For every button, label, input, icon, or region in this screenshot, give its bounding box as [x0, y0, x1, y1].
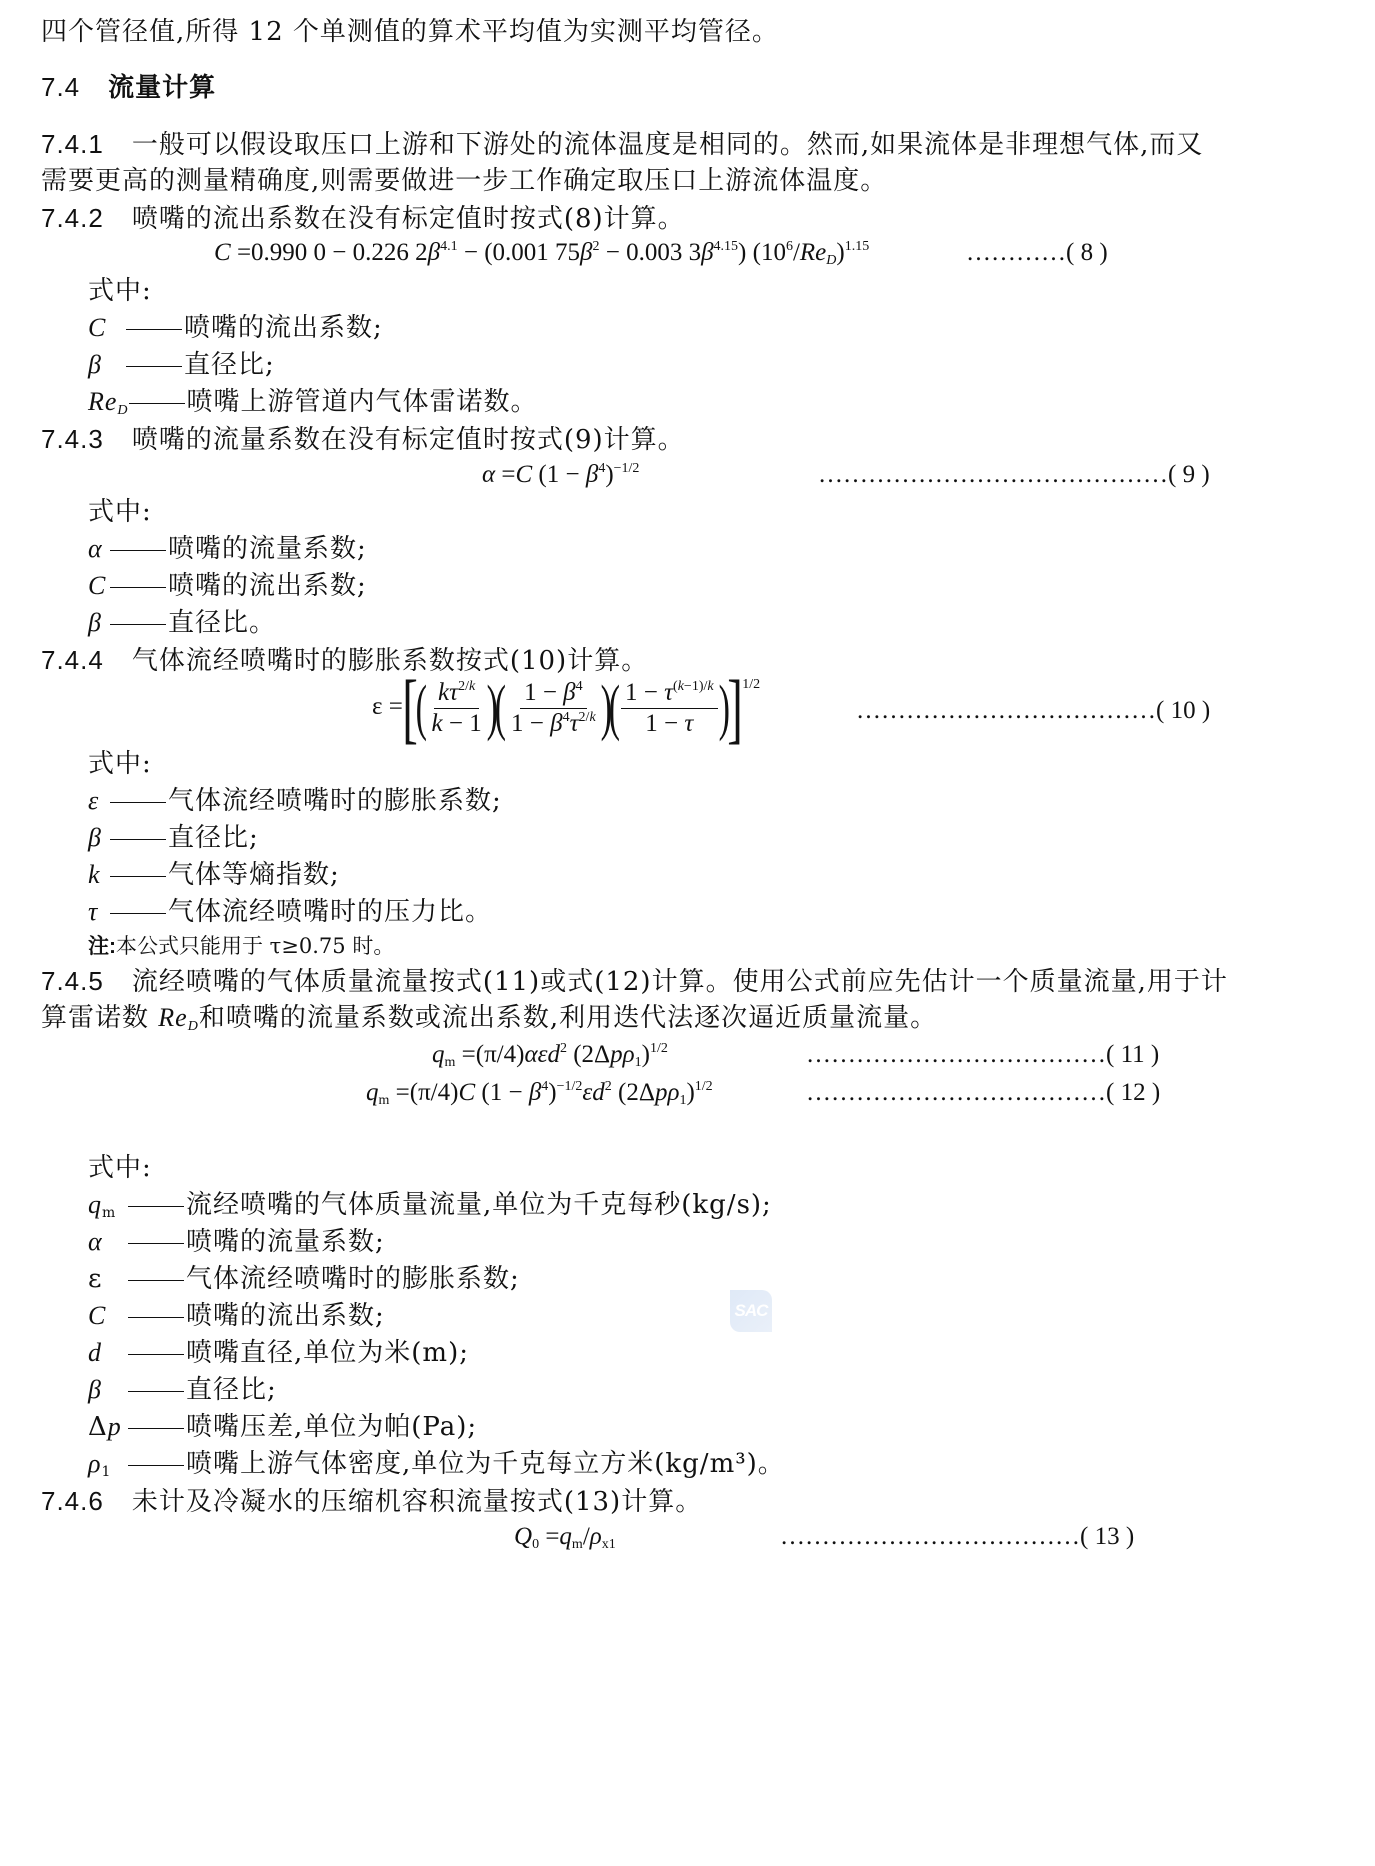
where-item: α 喷嘴的流量系数;	[88, 534, 367, 564]
equation-number-13	[780, 1520, 1134, 1554]
note-label: 注:	[88, 935, 116, 958]
where-item: ε 气体流经喷嘴时的膨胀系数;	[88, 786, 502, 816]
clause-7-4-5-line2: 算雷诺数 $Re_D$和喷嘴的流量系数或流出系数,利用迭代法逐次逼近质量流量。	[41, 1003, 938, 1034]
where-label: 式中:	[88, 1153, 152, 1183]
equation-number-11	[806, 1038, 1159, 1072]
clause-number: 7.4.5	[41, 966, 104, 996]
where-item: β 直径比;	[88, 823, 259, 853]
equation-11: $q_m =(\pi/4)\alpha\varepsilon d^2$ $(2\Delta p\rho_1)^{1/2}$	[432, 1041, 668, 1070]
equation-label: ( 13 )	[1080, 1523, 1135, 1550]
where-item: β 直径比;	[88, 1375, 277, 1405]
equation-13: $Q_0 =q_m/\rho_{x1}$	[514, 1523, 616, 1552]
clause-number: 7.4.6	[41, 1486, 104, 1516]
equation-label: ( 10 )	[1156, 697, 1211, 724]
where-item: Δp 喷嘴压差,单位为帕(Pa);	[88, 1412, 478, 1442]
clause-number: 7.4.4	[41, 645, 104, 675]
section-number: 7.4	[41, 72, 81, 102]
clause-text: 一般可以假设取压口上游和下游处的流体温度是相同的。然而,如果流体是非理想气体,而又	[131, 130, 1204, 160]
where-item: k 气体等熵指数;	[88, 860, 340, 890]
where-item: ε 气体流经喷嘴时的膨胀系数;	[88, 1264, 520, 1294]
where-item: β 直径比。	[88, 608, 277, 638]
where-label: 式中:	[88, 749, 152, 779]
clause-7-4-6	[41, 1484, 702, 1519]
dot-leader: …………	[966, 239, 1066, 266]
note-text: 本公式只能用于 τ≥0.75 时。	[116, 934, 395, 958]
equation-number-12	[806, 1076, 1160, 1110]
clause-text: 喷嘴的流出系数在没有标定值时按式(8)计算。	[131, 204, 685, 234]
equation-9: α =C $(1 - \beta^4)^{-1/2}$	[482, 461, 640, 488]
equation-8: C =0.990 0 − 0.226 $2\beta^{4.1} - (0.001$ $75\beta^2 - 0.003$ $3\beta^{4.15}$) $(10^6/Re_D)^{1.15}$	[214, 239, 870, 268]
equation-12: $q_m =(\pi/4)C$ $(1 - \beta^4)^{-1/2}\varepsilon d^2$ $(2\Delta p\rho_1)^{1/2}$	[366, 1079, 713, 1108]
where-item: $Re_D$ 喷嘴上游管道内气体雷诺数。	[88, 387, 538, 418]
clause-number: 7.4.2	[41, 203, 104, 233]
dot-leader: ………………………………	[806, 1079, 1106, 1106]
equation-label: ( 11 )	[1106, 1041, 1160, 1068]
clause-text: 气体流经喷嘴时的膨胀系数按式(10)计算。	[131, 646, 649, 676]
clause-text: 喷嘴的流量系数在没有标定值时按式(9)计算。	[131, 425, 685, 455]
dot-leader: ………………………………	[806, 1041, 1106, 1068]
clause-number: 7.4.3	[41, 424, 104, 454]
where-item: $q_m$ 流经喷嘴的气体质量流量,单位为千克每秒(kg/s);	[88, 1190, 772, 1221]
dot-leader: ………………………………	[780, 1523, 1080, 1550]
equation-label: ( 9 )	[1168, 461, 1210, 488]
where-item: α 喷嘴的流量系数;	[88, 1227, 385, 1257]
sac-watermark-logo: SAC	[730, 1290, 772, 1332]
clause-number: 7.4.1	[41, 129, 104, 159]
equation-10: ε =[( $\frac{k\tau^{2/k}}{k - 1}$ )( $\frac{1 - \beta^4}{1 - \beta^4\tau^{2/k}}$ )( $\frac{1 - \tau^{(k-1)/k}}{1 - \tau}$ )]$^{1/2}$	[372, 664, 761, 752]
clause-text: 未计及冷凝水的压缩机容积流量按式(13)计算。	[131, 1487, 703, 1517]
where-label: 式中:	[88, 276, 152, 306]
dot-leader: ………………………………	[856, 697, 1156, 724]
where-item: τ 气体流经喷嘴时的压力比。	[88, 897, 493, 927]
clause-text: 流经喷嘴的气体质量流量按式(11)或式(12)计算。使用公式前应先估计一个质量流量,用于计	[131, 967, 1228, 997]
where-item: d 喷嘴直径,单位为米(m);	[88, 1338, 469, 1368]
equation-label: ( 8 )	[1066, 239, 1108, 266]
equation-number-9	[818, 458, 1210, 492]
section-title: 流量计算	[108, 72, 217, 102]
section-heading	[41, 70, 216, 104]
where-item: $\rho_1$ 喷嘴上游气体密度,单位为千克每立方米(kg/m³)。	[88, 1449, 785, 1480]
equation-number-10	[856, 694, 1210, 728]
where-item: C 喷嘴的流出系数;	[88, 571, 367, 601]
dot-leader: ……………………………………	[818, 461, 1168, 488]
where-item: β 直径比;	[88, 350, 275, 380]
clause-7-4-1-line2: 需要更高的测量精确度,则需要做进一步工作确定取压口上游流体温度。	[41, 166, 888, 196]
note	[88, 932, 394, 961]
intro-paragraph: 四个管径值,所得 12 个单测值的算术平均值为实测平均管径。	[41, 17, 779, 47]
clause-7-4-1-line1	[41, 127, 1203, 162]
where-item: C 喷嘴的流出系数;	[88, 313, 383, 343]
equation-label: ( 12 )	[1106, 1079, 1161, 1106]
where-item: C 喷嘴的流出系数;	[88, 1301, 385, 1331]
equation-number-8	[966, 236, 1108, 270]
clause-7-4-2	[41, 201, 685, 236]
clause-7-4-5-line1	[41, 964, 1228, 999]
clause-7-4-3	[41, 422, 685, 457]
where-label: 式中:	[88, 497, 152, 527]
